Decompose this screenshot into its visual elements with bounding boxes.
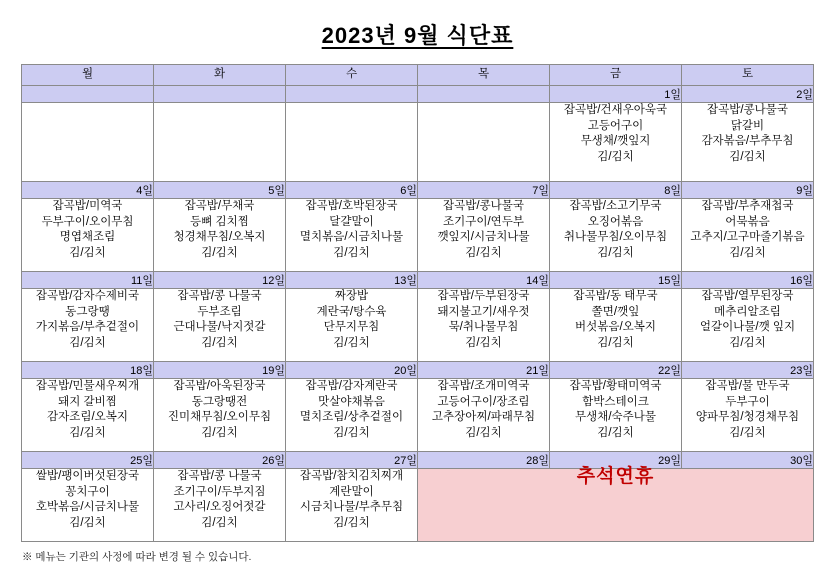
date-cell — [154, 86, 286, 103]
menu-cell — [154, 199, 286, 272]
date-cell: 5일 — [154, 182, 286, 199]
menu-line: 감자볶음/부추무침 — [701, 135, 794, 148]
menu-row — [22, 379, 814, 452]
date-row — [22, 362, 814, 379]
menu-line: 호박볶음/시금치나물 — [35, 501, 140, 514]
date-cell: 8일 — [550, 182, 682, 199]
menu-line: 김/김치 — [597, 246, 634, 259]
date-row — [22, 86, 814, 103]
menu-line: 고사리/오징어젓갈 — [173, 501, 266, 514]
date-cell: 21일 — [418, 362, 550, 379]
menu-line: 동그랑땡 — [65, 305, 110, 318]
menu-line: 두부구이/오이무침 — [41, 215, 134, 228]
menu-line: 김/김치 — [333, 426, 370, 439]
menu-line: 김/김치 — [333, 336, 370, 349]
date-cell: 9일 — [682, 182, 814, 199]
day-header-row — [22, 65, 814, 86]
page-title: 2023년 9월 식단표 — [321, 23, 514, 48]
menu-line: 김/김치 — [729, 426, 766, 439]
table-body — [22, 86, 814, 542]
menu-cell — [550, 103, 682, 182]
day-header-fri: 금 — [550, 65, 682, 86]
menu-line: 잡곡밥/두부된장국 — [437, 290, 530, 302]
menu-line: 꽁치구이 — [65, 485, 110, 498]
menu-cell — [286, 103, 418, 182]
menu-line: 쫄면/깻잎 — [591, 305, 640, 318]
date-row — [22, 452, 814, 469]
menu-line: 두부구이 — [725, 395, 770, 408]
table-header — [22, 65, 814, 86]
menu-cell — [286, 289, 418, 362]
date-cell: 14일 — [418, 272, 550, 289]
date-cell: 13일 — [286, 272, 418, 289]
menu-line: 오징어볶음 — [587, 215, 644, 228]
menu-line: 잡곡밥/콩 나물국 — [177, 290, 262, 302]
menu-line: 김/김치 — [69, 516, 106, 529]
menu-cell — [286, 379, 418, 452]
menu-cell — [418, 289, 550, 362]
date-cell: 6일 — [286, 182, 418, 199]
date-cell: 28일 — [418, 452, 550, 469]
menu-line: 달걀말이 — [329, 215, 374, 228]
menu-cell — [550, 289, 682, 362]
date-cell — [286, 86, 418, 103]
date-cell: 4일 — [22, 182, 154, 199]
menu-line: 잡곡밥/민물새우찌개 — [35, 380, 140, 392]
menu-line: 김/김치 — [69, 426, 106, 439]
menu-line: 가지볶음/부추겉절이 — [35, 321, 140, 334]
menu-line: 김/김치 — [201, 336, 238, 349]
menu-line: 쌀밥/팽이버섯된장국 — [35, 470, 140, 482]
menu-row — [22, 199, 814, 272]
menu-cell — [22, 379, 154, 452]
menu-line: 김/김치 — [729, 150, 766, 163]
menu-line: 감자조림/오복지 — [47, 411, 128, 424]
menu-line: 잡곡밥/호박된장국 — [305, 200, 398, 212]
menu-line: 김/김치 — [597, 150, 634, 163]
menu-cell — [550, 379, 682, 452]
menu-line: 멸치볶음/시금치나물 — [299, 231, 404, 244]
menu-line: 두부조림 — [197, 305, 242, 318]
menu-line: 버섯볶음/오복지 — [575, 321, 656, 334]
day-header-wed: 수 — [286, 65, 418, 86]
menu-line: 김/김치 — [201, 246, 238, 259]
menu-line: 잡곡밥/콩나물국 — [707, 104, 788, 116]
menu-line: 무생채/깻잎지 — [580, 135, 651, 148]
menu-line: 잡곡밥/참치김치찌개 — [299, 470, 404, 482]
menu-line: 고추지/고구마줄기볶음 — [690, 231, 805, 244]
date-cell: 25일 — [22, 452, 154, 469]
menu-line: 근대나물/낙지젓갈 — [173, 321, 266, 334]
menu-row — [22, 289, 814, 362]
menu-line: 함박스테이크 — [582, 395, 649, 408]
menu-cell — [418, 103, 550, 182]
menu-line: 짜장밥 — [334, 290, 369, 302]
date-row — [22, 182, 814, 199]
menu-line: 김/김치 — [729, 336, 766, 349]
menu-line: 잡곡밥/동 태무국 — [573, 290, 658, 302]
menu-line: 무생채/숙주나물 — [575, 411, 656, 424]
menu-cell — [154, 103, 286, 182]
date-cell: 29일 — [550, 452, 682, 469]
menu-cell — [682, 199, 814, 272]
menu-row — [22, 469, 814, 542]
monthly-menu-table — [21, 64, 814, 542]
menu-line: 김/김치 — [201, 516, 238, 529]
menu-line: 잡곡밥/조개미역국 — [437, 380, 530, 392]
menu-line: 잡곡밥/부추재첩국 — [701, 200, 794, 212]
holiday-cell — [418, 466, 814, 542]
menu-line: 잡곡밥/감자수제비국 — [35, 290, 140, 302]
date-cell — [22, 86, 154, 103]
menu-cell — [154, 379, 286, 452]
date-cell: 18일 — [22, 362, 154, 379]
menu-line: 김/김치 — [597, 336, 634, 349]
date-cell: 23일 — [682, 362, 814, 379]
menu-line: 등뼈 김치찜 — [190, 215, 249, 228]
menu-line: 잡곡밥/건새우아욱국 — [563, 104, 668, 116]
menu-cell — [418, 379, 550, 452]
menu-line: 김/김치 — [729, 246, 766, 259]
menu-line: 양파무침/청경채무침 — [695, 411, 800, 424]
menu-cell — [286, 199, 418, 272]
menu-line: 진미채무침/오이무침 — [167, 411, 272, 424]
menu-line: 김/김치 — [465, 246, 502, 259]
date-cell — [418, 86, 550, 103]
menu-line: 닭갈비 — [730, 119, 765, 132]
footnote: ※ 메뉴는 기관의 사정에 따라 변경 될 수 있습니다. — [22, 551, 252, 563]
menu-cell — [286, 469, 418, 542]
date-cell: 20일 — [286, 362, 418, 379]
day-header-sat: 토 — [682, 65, 814, 86]
date-cell: 19일 — [154, 362, 286, 379]
menu-line: 잡곡밥/감자계란국 — [305, 380, 398, 392]
menu-line: 김/김치 — [201, 426, 238, 439]
menu-cell — [22, 469, 154, 542]
holiday-label: 추석연휴 — [576, 466, 655, 487]
menu-line: 잡곡밥/무채국 — [184, 200, 255, 212]
menu-line: 고등어구이/장조림 — [437, 395, 530, 408]
menu-line: 잡곡밥/콩나물국 — [443, 200, 524, 212]
menu-line: 메추리알조림 — [714, 305, 781, 318]
menu-line: 명엽채조림 — [59, 231, 116, 244]
menu-line: 고등어구이 — [587, 119, 644, 132]
menu-line: 잡곡밥/콩 나물국 — [177, 470, 262, 482]
menu-line: 조기구이/두부지짐 — [173, 485, 266, 498]
menu-line: 멸치조림/상추겉절이 — [299, 411, 404, 424]
menu-cell — [682, 379, 814, 452]
day-header-tue: 화 — [154, 65, 286, 86]
menu-cell — [22, 103, 154, 182]
menu-line: 계란국/탕수육 — [316, 305, 387, 318]
menu-line: 잡곡밥/물 만두국 — [705, 380, 790, 392]
date-cell: 2일 — [682, 86, 814, 103]
date-cell: 1일 — [550, 86, 682, 103]
day-header-mon: 월 — [22, 65, 154, 86]
menu-cell — [418, 199, 550, 272]
menu-cell — [550, 199, 682, 272]
menu-cell — [682, 103, 814, 182]
menu-cell — [22, 289, 154, 362]
day-header-thu: 목 — [418, 65, 550, 86]
menu-line: 돼지불고기/새우젓 — [437, 305, 530, 318]
menu-line: 김/김치 — [333, 246, 370, 259]
menu-line: 김/김치 — [465, 336, 502, 349]
menu-line: 김/김치 — [597, 426, 634, 439]
menu-line: 깻잎지/시금치나물 — [437, 231, 530, 244]
menu-line: 계란말이 — [329, 485, 374, 498]
menu-cell — [154, 289, 286, 362]
menu-line: 조기구이/연두부 — [443, 215, 524, 228]
menu-line: 얼갈이나물/깻 잎지 — [699, 321, 796, 334]
menu-cell — [682, 289, 814, 362]
menu-line: 잡곡밥/황태미역국 — [569, 380, 662, 392]
menu-line: 시금치나물/부추무침 — [299, 501, 404, 514]
menu-line: 김/김치 — [465, 426, 502, 439]
date-cell: 27일 — [286, 452, 418, 469]
date-cell: 16일 — [682, 272, 814, 289]
date-cell: 15일 — [550, 272, 682, 289]
date-cell: 30일 — [682, 452, 814, 469]
menu-line: 단무지무침 — [323, 321, 380, 334]
date-cell: 7일 — [418, 182, 550, 199]
menu-cell — [154, 469, 286, 542]
menu-line: 동그랑땡전 — [191, 395, 248, 408]
menu-line: 잡곡밥/열무된장국 — [701, 290, 794, 302]
menu-line: 김/김치 — [69, 336, 106, 349]
menu-line: 잡곡밥/소고기무국 — [569, 200, 662, 212]
date-row — [22, 272, 814, 289]
menu-row — [22, 103, 814, 182]
menu-line: 잡곡밥/아욱된장국 — [173, 380, 266, 392]
date-cell: 11일 — [22, 272, 154, 289]
date-cell: 22일 — [550, 362, 682, 379]
menu-line: 어묵볶음 — [725, 215, 770, 228]
menu-line: 맛살야채볶음 — [318, 395, 385, 408]
menu-line: 김/김치 — [69, 246, 106, 259]
menu-line: 묵/취나물무침 — [448, 321, 519, 334]
menu-line: 잡곡밥/미역국 — [52, 200, 123, 212]
menu-line: 청경채무침/오복지 — [173, 231, 266, 244]
menu-line: 돼지 갈비찜 — [58, 395, 117, 408]
date-cell: 26일 — [154, 452, 286, 469]
menu-cell — [22, 199, 154, 272]
menu-line: 고추장아찌/파래무침 — [431, 411, 536, 424]
date-cell: 12일 — [154, 272, 286, 289]
menu-line: 김/김치 — [333, 516, 370, 529]
menu-line: 취나물무침/오이무침 — [563, 231, 668, 244]
